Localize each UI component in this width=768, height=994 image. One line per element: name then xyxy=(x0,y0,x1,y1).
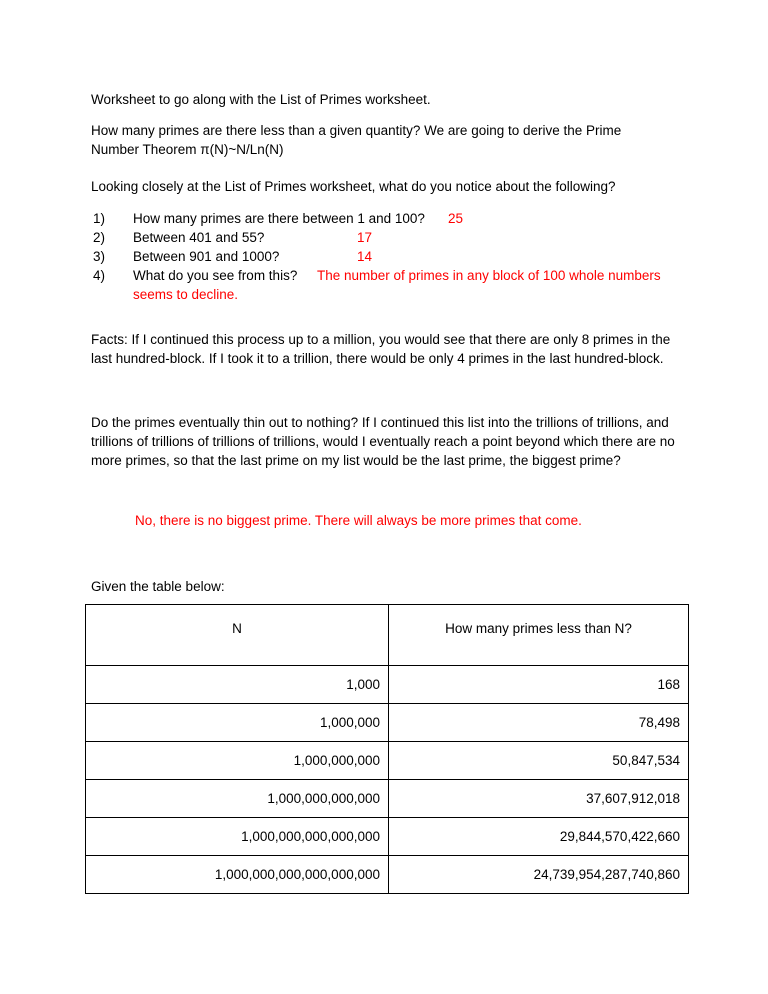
item-answer: 14 xyxy=(357,249,373,264)
table-row xyxy=(86,666,689,704)
table-row xyxy=(86,856,689,894)
cell-count: 50,847,534 xyxy=(389,742,689,780)
table-row xyxy=(86,780,689,818)
cell-n: 1,000,000,000,000,000 xyxy=(86,818,389,856)
list-item xyxy=(91,247,691,266)
list-item xyxy=(91,228,691,247)
looking-text: Looking closely at the List of Primes worksheet, what do you notice about the following? xyxy=(91,179,616,194)
item-answer: 17 xyxy=(357,230,373,245)
item-number: 3) xyxy=(93,249,106,264)
header-n: N xyxy=(86,605,389,666)
primes-table xyxy=(85,604,689,894)
cell-n: 1,000,000 xyxy=(86,704,389,742)
item-text: What do you see from this? xyxy=(133,268,298,283)
item-answer: The number of primes in any block of 100 whole numbers xyxy=(317,268,661,283)
cell-count: 24,739,954,287,740,860 xyxy=(389,856,689,894)
list-item xyxy=(91,209,691,228)
list-item-continuation xyxy=(91,285,691,304)
item-text: How many primes are there between 1 and 100? xyxy=(133,211,425,226)
item-number: 1) xyxy=(93,211,106,226)
intro-text: Worksheet to go along with the List of Primes worksheet. xyxy=(91,92,431,107)
item-text: Between 901 and 1000? xyxy=(133,249,280,264)
given-table-text: Given the table below: xyxy=(91,579,225,594)
question-list xyxy=(91,209,691,304)
table-row xyxy=(86,818,689,856)
header-count: How many primes less than N? xyxy=(389,605,689,666)
thin-out-question: Do the primes eventually thin out to nothing? If I continued this list into the trillions of trillions, and trillions of trillions of trillions of trillions, would I eventually reach a point beyond which there are no more primes, so that the last prime on my list would be the last prime, the biggest prime? xyxy=(91,415,675,468)
item-answer: 25 xyxy=(448,211,464,226)
cell-count: 168 xyxy=(389,666,689,704)
cell-count: 37,607,912,018 xyxy=(389,780,689,818)
item-answer-continued: seems to decline. xyxy=(133,287,239,302)
item-number: 2) xyxy=(93,230,106,245)
item-number: 4) xyxy=(93,268,106,283)
table-header-row xyxy=(86,605,689,666)
cell-n: 1,000,000,000,000 xyxy=(86,780,389,818)
no-biggest-prime-answer: No, there is no biggest prime. There will always be more primes that come. xyxy=(135,513,582,528)
cell-count: 29,844,570,422,660 xyxy=(389,818,689,856)
table-row xyxy=(86,742,689,780)
cell-n: 1,000 xyxy=(86,666,389,704)
cell-count: 78,498 xyxy=(389,704,689,742)
cell-n: 1,000,000,000,000,000,000 xyxy=(86,856,389,894)
table-row xyxy=(86,704,689,742)
list-item xyxy=(91,266,691,285)
question-text: How many primes are there less than a given quantity? We are going to derive the Prime Number Theorem π(N)~N/Ln(N) xyxy=(91,123,622,157)
facts-text: Facts: If I continued this process up to a million, you would see that there are only 8 primes in the last hundred-block. If I took it to a trillion, there would be only 4 primes in the last hundred-block. xyxy=(91,332,671,366)
cell-n: 1,000,000,000 xyxy=(86,742,389,780)
item-text: Between 401 and 55? xyxy=(133,230,265,245)
